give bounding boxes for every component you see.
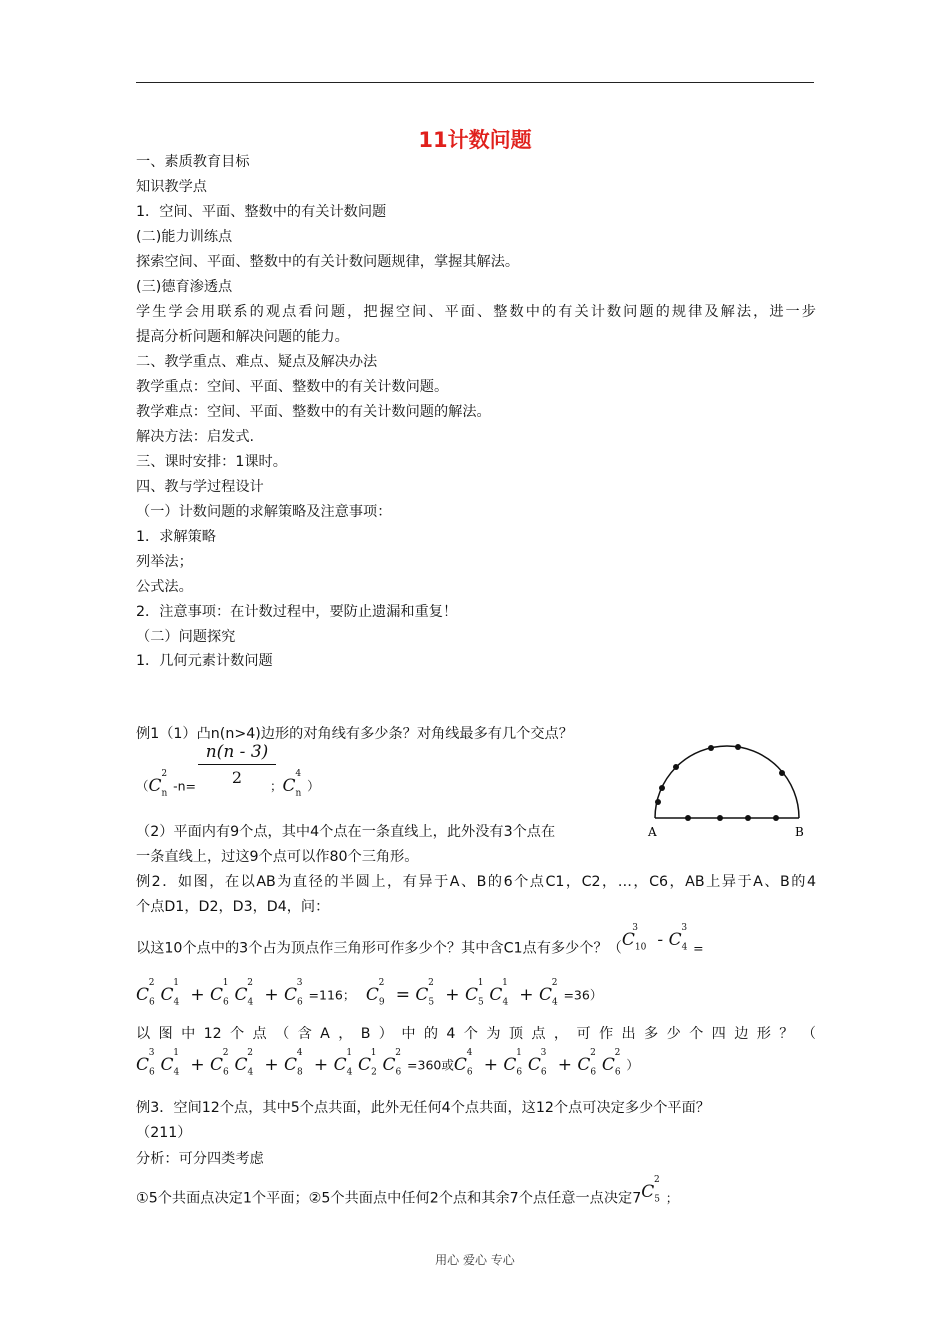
point-c [673, 764, 679, 770]
text-line: 解决方法：启发式. [136, 429, 255, 445]
text-line: 个点D1，D2，D3，D4，问： [136, 899, 330, 915]
text-line: 知识教学点 [136, 179, 207, 195]
text-line: 提高分析问题和解决问题的能力。 [136, 329, 349, 345]
formula-line-360: $C_6^3C_4^1 + C_6^2C_4^2 + C_8^4 + C_4^1C_2^1C_6^2=360$或$C_6^4 + C_6^1C_6^3 + C_6^2C_6^2$） [136, 1048, 639, 1078]
text-line: （2）平面内有9个点，其中4个点在一条直线上，此外没有3个点在 [136, 824, 556, 840]
example-1-formula: （$C_n^2-n=$ [136, 769, 196, 799]
point-c [735, 744, 741, 750]
semicircle-arc [655, 746, 799, 818]
text-line: (三)德育渗透点 [136, 279, 233, 295]
text-line: 1．求解策略 [136, 529, 216, 545]
text-line: 1．几何元素计数问题 [136, 653, 273, 669]
example-2-question: 以这10个点中的3个占为顶点作三角形可作多少个？其中含C1点有多少个？（$C_{10}^3 - C_4^3=$ [136, 923, 704, 957]
point-c [708, 745, 714, 751]
text-line: （二）问题探究 [136, 629, 236, 645]
page-title: 11计数问题 [418, 128, 532, 152]
text-line: 分析：可分四类考虑 [136, 1151, 264, 1167]
example-1-formula-tail: ；$C_n^4$） [270, 769, 320, 799]
semicircle-figure [640, 730, 820, 842]
point-d [745, 815, 751, 821]
text-line: 教学难点：空间、平面、整数中的有关计数问题的解法。 [136, 404, 491, 420]
page-footer: 用心 爱心 专心 [435, 1253, 515, 1267]
text-line: 例3．空间12个点，其中5个点共面，此外无任何4个点共面，这12个点可决定多少个平面？ [136, 1100, 710, 1116]
point-c [659, 785, 665, 791]
text-line: 一、素质教育目标 [136, 154, 250, 170]
text-line: 二、教学重点、难点、疑点及解决办法 [136, 354, 378, 370]
point-d [773, 815, 779, 821]
text-line: 例2．如图，在以AB为直径的半圆上，有异于A、B的6个点C1，C2，…，C6，AB上异于A、B的4 [136, 874, 816, 890]
point-d [685, 815, 691, 821]
text-line: (二)能力训练点 [136, 229, 233, 245]
text-line: 公式法。 [136, 579, 193, 595]
text-line: 探索空间、平面、整数中的有关计数问题规律，掌握其解法。 [136, 254, 520, 270]
text-line: 1．空间、平面、整数中的有关计数问题 [136, 204, 387, 220]
point-d [717, 815, 723, 821]
text-line: 学生学会用联系的观点看问题，把握空间、平面、整数中的有关计数问题的规律及解法，进一步 [136, 304, 816, 320]
text-line: （211） [136, 1125, 192, 1141]
text-line: 四、教与学过程设计 [136, 479, 264, 495]
text-line: （一）计数问题的求解策略及注意事项： [136, 504, 392, 520]
formula-line-116: $C_6^2C_4^1 + C_6^1C_4^2 + C_6^3=116$； $C_9^2 = C_5^2 + C_5^1C_4^1 + C_4^2=36$） [136, 978, 603, 1008]
text-line: 列举法； [136, 554, 193, 570]
text-line: 教学重点：空间、平面、整数中的有关计数问题。 [136, 379, 449, 395]
example-1-question: 例1（1）凸n(n>4)边形的对角线有多少条？对角线最多有几个交点？ [136, 726, 573, 742]
point-c [655, 799, 661, 805]
text-line: 2．注意事项：在计数过程中，要防止遗漏和重复！ [136, 604, 458, 620]
label-b: B [795, 825, 804, 839]
point-c [779, 770, 785, 776]
fraction: n(n - 3) 2 [198, 742, 276, 787]
formula-c: $C_n^2$ [148, 769, 168, 799]
text-line: 一条直线上，过这9个点可以作80个三角形。 [136, 849, 419, 865]
text-line: 以图中12个点（含A，B）中的4个为顶点，可作出多少个四边形？（ [136, 1026, 816, 1042]
text-line: 三、课时安排：1课时。 [136, 454, 287, 470]
analysis-line: ①5个共面点决定1个平面；②5个共面点中任何2个点和其余7个点任意一点决定$7C_5^2$； [136, 1175, 679, 1207]
header-rule [136, 82, 814, 83]
label-a: A [648, 825, 657, 839]
